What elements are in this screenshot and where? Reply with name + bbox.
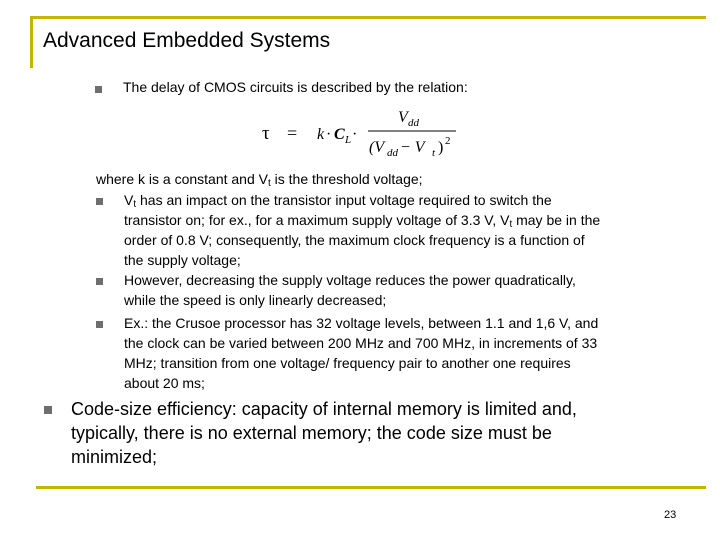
bullet-icon [44, 406, 52, 414]
bullet-icon [96, 278, 103, 285]
formula-den-sub1: dd [387, 147, 398, 159]
where-line: where k is a constant and $V_t$ is the threshold voltage; [96, 171, 423, 189]
formula-den-open: (V [369, 139, 385, 156]
formula-tau: τ [262, 123, 270, 144]
formula-den-sub2: t [432, 147, 436, 159]
sub-bullet-threshold: $V_t$ has an impact on the transistor input voltage required to switch the transistor on; for ex., for a maximum supply voltage of 3.3 V, $V_t$ may be in the order of 0.8 V; consequently, the maximum clock frequency is a function of the supply voltage; [124, 192, 601, 268]
formula-c: C [334, 126, 345, 143]
formula-c-sub: L [345, 134, 352, 146]
formula-den-mid: − V [400, 139, 425, 156]
title-accent-vertical-bar [30, 16, 33, 68]
formula-equals: = [287, 123, 298, 143]
intro-text: The delay of CMOS circuits is described by the relation: [123, 79, 468, 95]
formula-den-close: ) [438, 139, 444, 156]
bullet-icon [95, 86, 102, 93]
formula-dot: · [326, 126, 332, 143]
formula-den-exp: 2 [445, 135, 451, 147]
slide-title: Advanced Embedded Systems [43, 29, 331, 52]
formula-numerator-sub: dd [408, 117, 419, 129]
formula-k: k [317, 126, 325, 143]
bullet-icon [96, 198, 103, 205]
formula-dot-2: · [352, 126, 358, 143]
formula-numerator: V [398, 109, 408, 126]
main-bullet-code-size: Code-size efficiency: capacity of internal memory is limited and, typically, there is no external memory; the code size must be minimized; [71, 399, 577, 467]
bullet-icon [96, 321, 103, 328]
sub-bullet-power: However, decreasing the supply voltage reduces the power quadratically, while the speed is only linearly decreased; [124, 272, 576, 308]
delay-formula [260, 106, 460, 160]
footer-accent-bar [36, 486, 706, 489]
sub-bullet-crusoe: Ex.: the Crusoe processor has 32 voltage levels, between 1.1 and 1,6 V, and the clock can be varied between 200 MHz and 700 MHz, in increments of 33 MHz; transition from one voltage/ frequency pair to another one requires about 20 ms; [124, 315, 599, 391]
title-accent-horizontal-bar [30, 16, 706, 19]
page-number: 23 [664, 509, 677, 521]
